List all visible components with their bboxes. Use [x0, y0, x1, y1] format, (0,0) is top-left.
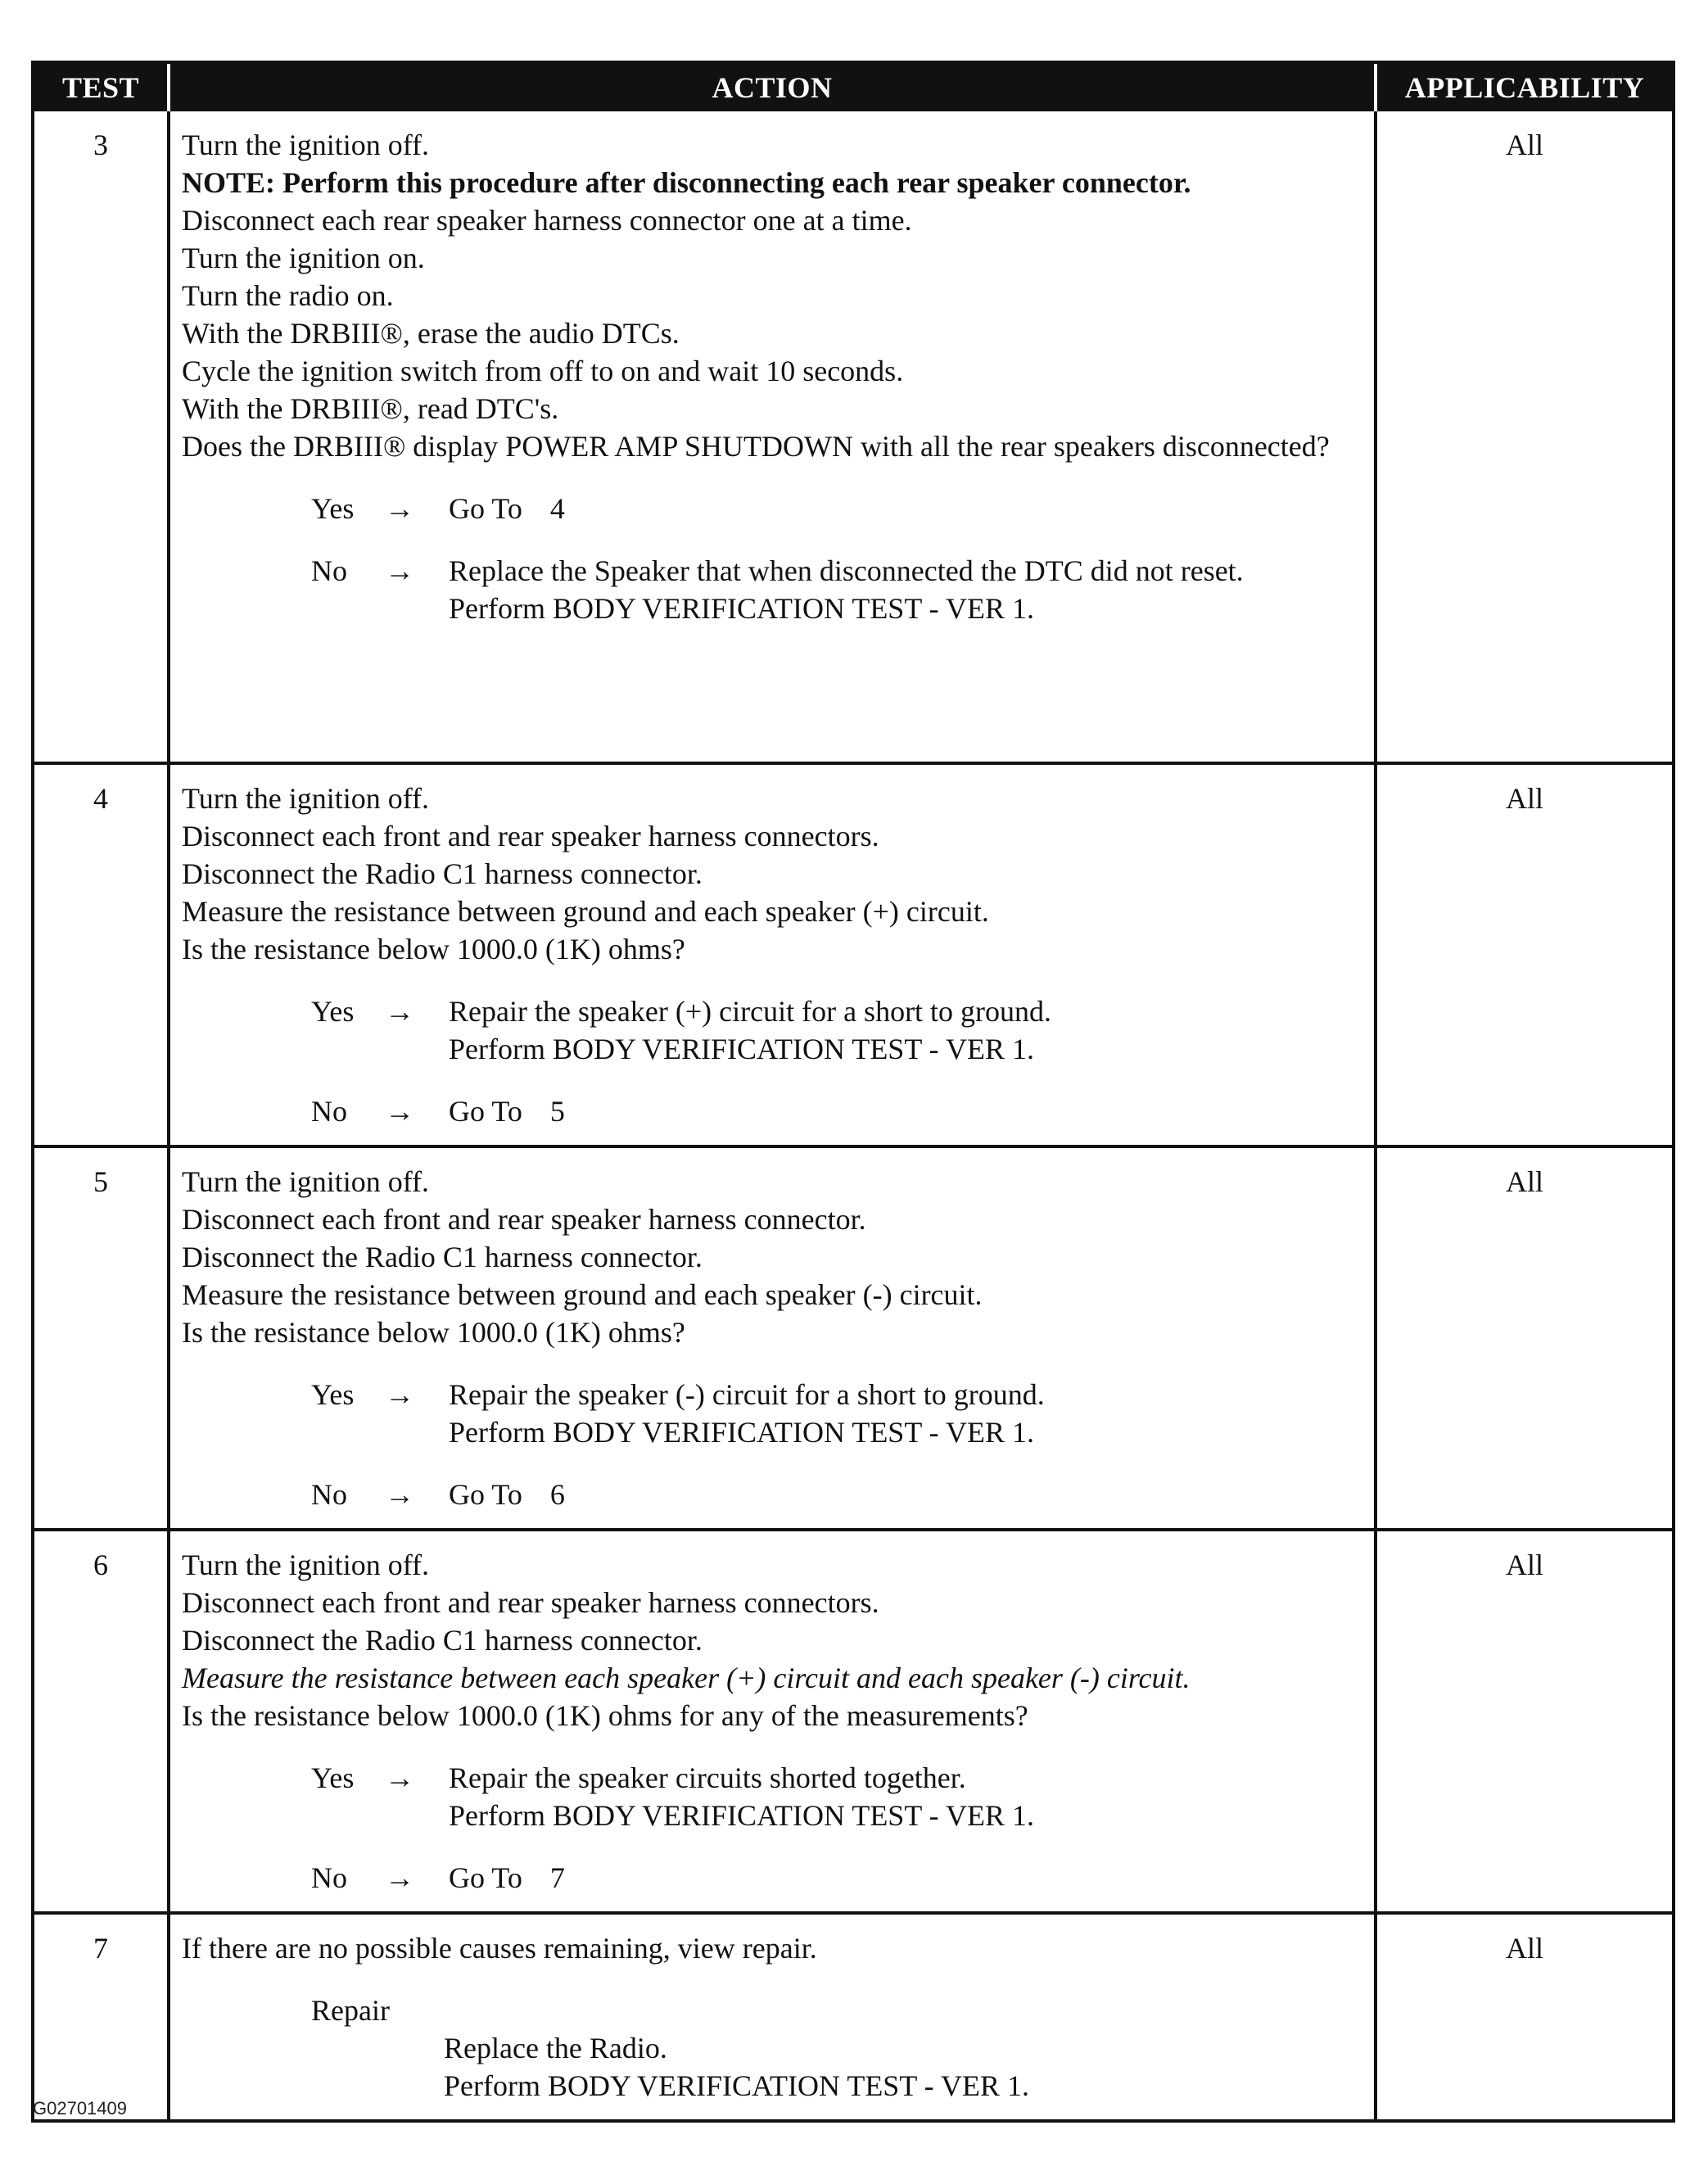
action-cell	[169, 1913, 1376, 2119]
repair-item: Perform BODY VERIFICATION TEST - VER 1.	[444, 2069, 1030, 2102]
yes-label: Yes	[311, 995, 355, 1028]
action-step: Cycle the ignition switch from off to on and wait 10 seconds.	[182, 355, 904, 387]
action-step: With the DRBIII®, erase the audio DTCs.	[182, 317, 680, 350]
goto-text: Go To	[449, 1095, 522, 1128]
header-action: ACTION	[169, 64, 1376, 111]
goto-number: 6	[549, 1478, 565, 1511]
arrow-right-icon: →	[385, 1378, 414, 1411]
action-question: Is the resistance below 1000.0 (1K) ohms?	[182, 933, 685, 965]
action-step: Turn the ignition off.	[182, 1549, 430, 1581]
table-row	[34, 763, 1672, 1146]
goto-number: 5	[549, 1095, 565, 1128]
goto-text: Go To	[449, 492, 522, 525]
action-cell	[169, 1530, 1376, 1913]
applicability-value: All	[1376, 1146, 1672, 1530]
repair-block	[182, 1992, 1362, 2105]
applicability-value: All	[1376, 111, 1672, 763]
no-label: No	[311, 554, 347, 587]
no-branch	[182, 1476, 1362, 1513]
arrow-right-icon: →	[385, 1861, 414, 1894]
result-line: Perform BODY VERIFICATION TEST - VER 1.	[449, 592, 1035, 625]
action-step: Disconnect each rear speaker harness connector one at a time.	[182, 204, 912, 237]
action-cell	[169, 763, 1376, 1146]
diagnostic-test-table	[34, 64, 1672, 2119]
arrow-right-icon: →	[385, 1761, 414, 1794]
yes-result	[449, 1376, 1362, 1451]
applicability-value: All	[1376, 1913, 1672, 2119]
procedure-sheet	[31, 61, 1675, 2123]
action-cell	[169, 1146, 1376, 1530]
arrow-right-icon: →	[385, 995, 414, 1028]
test-number: 7	[34, 1913, 169, 2119]
action-step: Measure the resistance between each speaker (+) circuit and each speaker (-) circuit.	[182, 1662, 1191, 1694]
header-test: TEST	[34, 64, 169, 111]
arrow-right-icon: →	[385, 492, 414, 525]
result-line: Perform BODY VERIFICATION TEST - VER 1.	[449, 1799, 1035, 1832]
applicability-value: All	[1376, 763, 1672, 1146]
test-number: 5	[34, 1146, 169, 1530]
action-step: Disconnect each front and rear speaker harness connector.	[182, 1203, 866, 1236]
action-step: Disconnect the Radio C1 harness connector.	[182, 1241, 703, 1273]
yes-label: Yes	[311, 1761, 355, 1794]
table-row	[34, 1146, 1672, 1530]
yes-label: Yes	[311, 492, 355, 525]
no-result	[449, 552, 1362, 627]
yes-result	[449, 993, 1362, 1068]
result-line: Replace the Speaker that when disconnected the DTC did not reset.	[449, 554, 1244, 587]
goto-number: 7	[549, 1861, 565, 1894]
yes-branch	[182, 1376, 1362, 1451]
yes-branch	[182, 993, 1362, 1068]
yes-branch	[182, 1759, 1362, 1834]
repair-items	[311, 2029, 1362, 2105]
goto-number: 4	[549, 492, 565, 525]
no-branch	[182, 1092, 1362, 1130]
test-number: 6	[34, 1530, 169, 1913]
no-label: No	[311, 1095, 347, 1128]
action-cell	[169, 111, 1376, 763]
goto-text: Go To	[449, 1478, 522, 1511]
yes-result	[449, 490, 1362, 527]
action-step: Turn the ignition off.	[182, 782, 430, 815]
no-branch	[182, 1859, 1362, 1897]
table-row	[34, 1913, 1672, 2119]
table-header	[34, 64, 1672, 111]
no-branch	[182, 552, 1362, 627]
yes-branch	[182, 490, 1362, 527]
action-question: Is the resistance below 1000.0 (1K) ohms?	[182, 1316, 685, 1349]
result-line: Repair the speaker (-) circuit for a short to ground.	[449, 1378, 1045, 1411]
action-step: Turn the radio on.	[182, 279, 394, 312]
action-step: Disconnect each front and rear speaker harness connectors.	[182, 1586, 879, 1619]
no-result	[449, 1092, 1362, 1130]
repair-label: Repair	[311, 1994, 390, 2027]
result-line: Repair the speaker circuits shorted together.	[449, 1761, 966, 1794]
goto-text: Go To	[449, 1861, 522, 1894]
action-step: Measure the resistance between ground and each speaker (-) circuit.	[182, 1278, 983, 1311]
action-step: Disconnect each front and rear speaker harness connectors.	[182, 820, 879, 852]
action-step: Disconnect the Radio C1 harness connector.	[182, 857, 703, 890]
applicability-value: All	[1376, 1530, 1672, 1913]
no-label: No	[311, 1478, 347, 1511]
yes-label: Yes	[311, 1378, 355, 1411]
header-applicability: APPLICABILITY	[1376, 64, 1672, 111]
action-note: NOTE: Perform this procedure after disconnecting each rear speaker connector.	[182, 166, 1191, 199]
action-step: Measure the resistance between ground and each speaker (+) circuit.	[182, 895, 989, 928]
action-step: Disconnect the Radio C1 harness connector.	[182, 1624, 703, 1657]
arrow-right-icon: →	[385, 1095, 414, 1128]
table-row	[34, 111, 1672, 763]
action-question: Is the resistance below 1000.0 (1K) ohms for any of the measurements?	[182, 1699, 1028, 1732]
repair-item: Replace the Radio.	[444, 2032, 667, 2064]
action-step: Turn the ignition off.	[182, 129, 430, 161]
arrow-right-icon: →	[385, 554, 414, 587]
table-row	[34, 1530, 1672, 1913]
result-line: Perform BODY VERIFICATION TEST - VER 1.	[449, 1033, 1035, 1065]
no-result	[449, 1476, 1362, 1513]
result-line: Perform BODY VERIFICATION TEST - VER 1.	[449, 1416, 1035, 1449]
arrow-right-icon: →	[385, 1478, 414, 1511]
action-step: With the DRBIII®, read DTC's.	[182, 392, 559, 425]
result-line: Repair the speaker (+) circuit for a short to ground.	[449, 995, 1052, 1028]
figure-code: G02701409	[33, 2098, 127, 2118]
no-label: No	[311, 1861, 347, 1894]
action-step: Turn the ignition off.	[182, 1165, 430, 1198]
test-number: 3	[93, 129, 108, 161]
test-number: 4	[34, 763, 169, 1146]
no-result	[449, 1859, 1362, 1897]
yes-result	[449, 1759, 1362, 1834]
action-step: Turn the ignition on.	[182, 242, 425, 274]
action-step: If there are no possible causes remaining, view repair.	[182, 1932, 817, 1965]
action-question: Does the DRBIII® display POWER AMP SHUTDOWN with all the rear speakers disconnected?	[182, 430, 1330, 463]
